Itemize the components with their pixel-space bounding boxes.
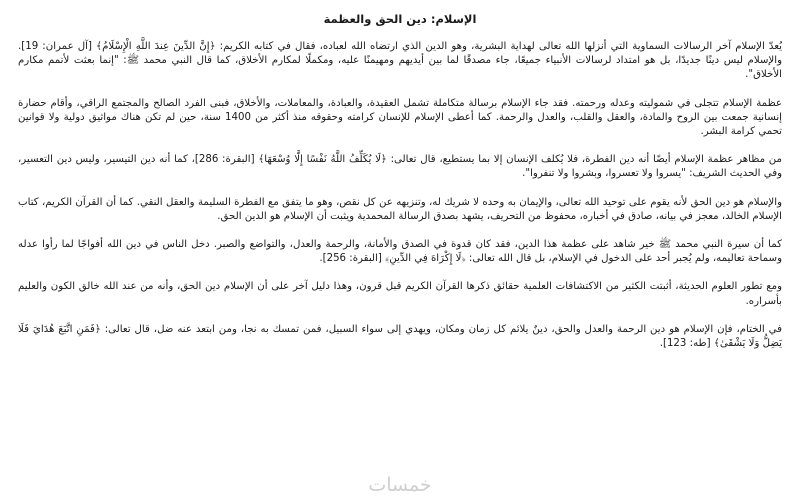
watermark-logo: خمسات <box>368 474 432 496</box>
paragraph-intro: يُعدّ الإسلام آخر الرسالات السماوية التي أنزلها الله تعالى لهداية البشرية، وهو الدين الذي ارتضاه الله لعباده، فقال في كتابه الكريم: ﴿إِنَّ الدِّينَ عِندَ اللَّهِ الْإِسْلَامُ﴾ [آل عمران: 19]. والإسلام ليس دينًا جديدًا، بل هو امتداد لرسالات الأنبياء جميعًا، جاء مصدقًا لما بين أيديهم ومهيمنًا عليه، ومكملًا لمكارم الأخلاق، كما قال النبي محمد ﷺ: "إنما بعثت لأتمم مكارم الأخلاق". <box>18 41 782 81</box>
paragraph-conclusion: في الختام، فإن الإسلام هو دين الرحمة والعدل والحق، دينٌ يلائم كل زمان ومكان، ويهدي إلى سواء السبيل، فمن تمسك به نجا، ومن ابتعد عنه ضل، قال تعالى: ﴿فَمَنِ اتَّبَعَ هُدَايَ فَلَا يَضِلُّ وَلَا يَشْقَىٰ﴾ [طه: 123]. <box>18 323 782 350</box>
document-title: الإسلام: دين الحق والعظمة <box>323 12 477 26</box>
paragraph-tawhid: والإسلام هو دين الحق لأنه يقوم على توحيد الله تعالى، والإيمان به وحده لا شريك له، وتنزيهه عن كل نقص، وهو ما يتفق مع الفطرة السليمة والعقل النقي. كما أن القرآن الكريم، كتاب الإسلام الخالد، معجز في بيانه، صادق في أخباره، محفوظ من التحريف، يشهد بصدق الرسالة المحمدية ويثبت أن الإسلام هو الدين الحق. <box>18 196 782 222</box>
paragraph-greatness: عظمة الإسلام تتجلى في شموليته وعدله ورحمته. فقد جاء الإسلام برسالة متكاملة تشمل العقيدة، والعبادة، والمعاملات، والأخلاق، فبنى الفرد الصالح والمجتمع الراقي، وأقام حضارة إنسانية جمعت بين الروح والمادة، والعقل والقلب، والعدل والرحمة. كما أعطى الإسلام للإنسان كرامته وحقوقه منذ أكثر من 1400 سنة، حين لم تكن هناك مواثيق دولية ولا قوانين تحمي كرامة البشر. <box>18 97 783 138</box>
paragraph-science: ومع تطور العلوم الحديثة، أثبتت الكثير من الاكتشافات العلمية حقائق ذكرها القرآن الكريم قبل قرون، وهذا دليل آخر على أن الإسلام دين الحق، وأنه من عند الله خالق الكون والعليم بأسراره. <box>18 281 782 307</box>
paragraph-seerah: كما أن سيرة النبي محمد ﷺ خير شاهد على عظمة هذا الدين، فقد كان قدوة في الصدق والأمانة، والرحمة والعدل، والتواضع والصبر. دخل الناس في دين الله أفواجًا لما رأوا عدله وسماحة تعاليمه، ولم يُجبر أحد على الدخول في الإسلام، بل قال الله تعالى: ﴿لَا إِكْرَاهَ فِي الدِّينِ﴾ [البقرة: 256]. <box>18 239 782 265</box>
paragraph-fitra: من مظاهر عظمة الإسلام أيضًا أنه دين الفطرة، فلا يُكلف الإنسان إلا بما يستطيع، قال تعالى: ﴿لَا يُكَلِّفُ اللَّهُ نَفْسًا إِلَّا وُسْعَهَا﴾ [البقرة: 286]، كما أنه دين التيسير، وليس دين التعسير، وفي الحديث الشريف: "يسروا ولا تعسروا، وبشروا ولا تنفروا". <box>18 154 782 180</box>
